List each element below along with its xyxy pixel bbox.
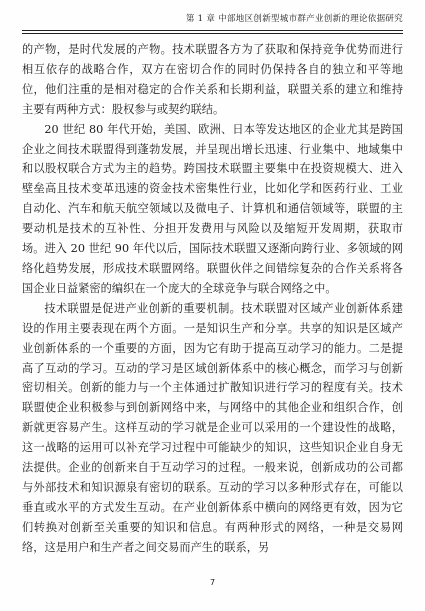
body-text <box>22 40 403 558</box>
paragraph-tech-alliance-history: 20 世纪 80 年代开始，美国、欧洲、日本等发达地区的企业尤其是跨国企业之间技术联盟得到蓬勃发展，并呈现出增长迅速、行业集中、地域集中和以股权联合方式为主的趋势。跨国技术联盟主要集中在投资规模大、进入壁垒高且技术变革迅速的资金技术密集性行业，比如化学和医药行业、工业自动化、汽车和航天航空领域以及微电子、计算机和通信领域等，联盟的主要动机是技术的互补性、分担开发费用与风险以及缩短开发周期，获取市场。进入 20 世纪 90 年代以后，国际技术联盟又逐渐向跨行业、多领域的网络化趋势发展，形成技术联盟网络。联盟伙伴之间错综复杂的合作关系将各国企业日益紧密的编织在一个庞大的全球竞争与联合网络之中。 <box>22 122 403 295</box>
header-rule-thick <box>22 30 403 31</box>
paragraph-tech-alliance-mechanism: 技术联盟是促进产业创新的重要机制。技术联盟对区域产业创新体系建设的作用主要表现在两个方面。一是知识生产和分享。共享的知识是区域产业创新体系的一个重要的方面，因为它有助于提高互动学习的能力。二是提高了互动的学习。互动的学习是区域创新体系中的核心概念，而学习与创新密切相关。创新的能力与一个主体通过扩散知识进行学习的程度有关。技术联盟使企业积极参与到创新网络中来，与网络中的其他企业和组织合作，创新就更容易产生。这样互动的学习就是企业可以采用的一个建设性的战略，这一战略的运用可以补充学习过程中可能缺少的知识，这些知识企业自身无法提供。企业的创新来自于互动学习的过程。一般来说，创新成功的公司都与外部技术和知识源泉有密切的联系。互动的学习以多种形式存在，可能以垂直或水平的方式发生互动。在产业创新体系中横向的网络更有效，因为它们转换对创新至关重要的知识和信息。有两种形式的网络，一种是交易网络，这是用户和生产者之间交易而产生的联系，另 <box>22 301 403 554</box>
paragraph-continuation: 的产物，是时代发展的产物。技术联盟各方为了获取和保持竞争优势而进行相互依存的战略合作，双方在密切合作的同时仍保持各自的独立和平等地位，他们注重的是相对稳定的合作关系和长期利益，联盟关系的建立和维持主要有两种方式：股权参与或契约联结。 <box>22 43 403 116</box>
running-header: 第 1 章 中部地区创新型城市群产业创新的理论依据研究 <box>185 14 403 24</box>
header-rule-thin <box>22 33 403 34</box>
page-number: 7 <box>209 578 216 587</box>
